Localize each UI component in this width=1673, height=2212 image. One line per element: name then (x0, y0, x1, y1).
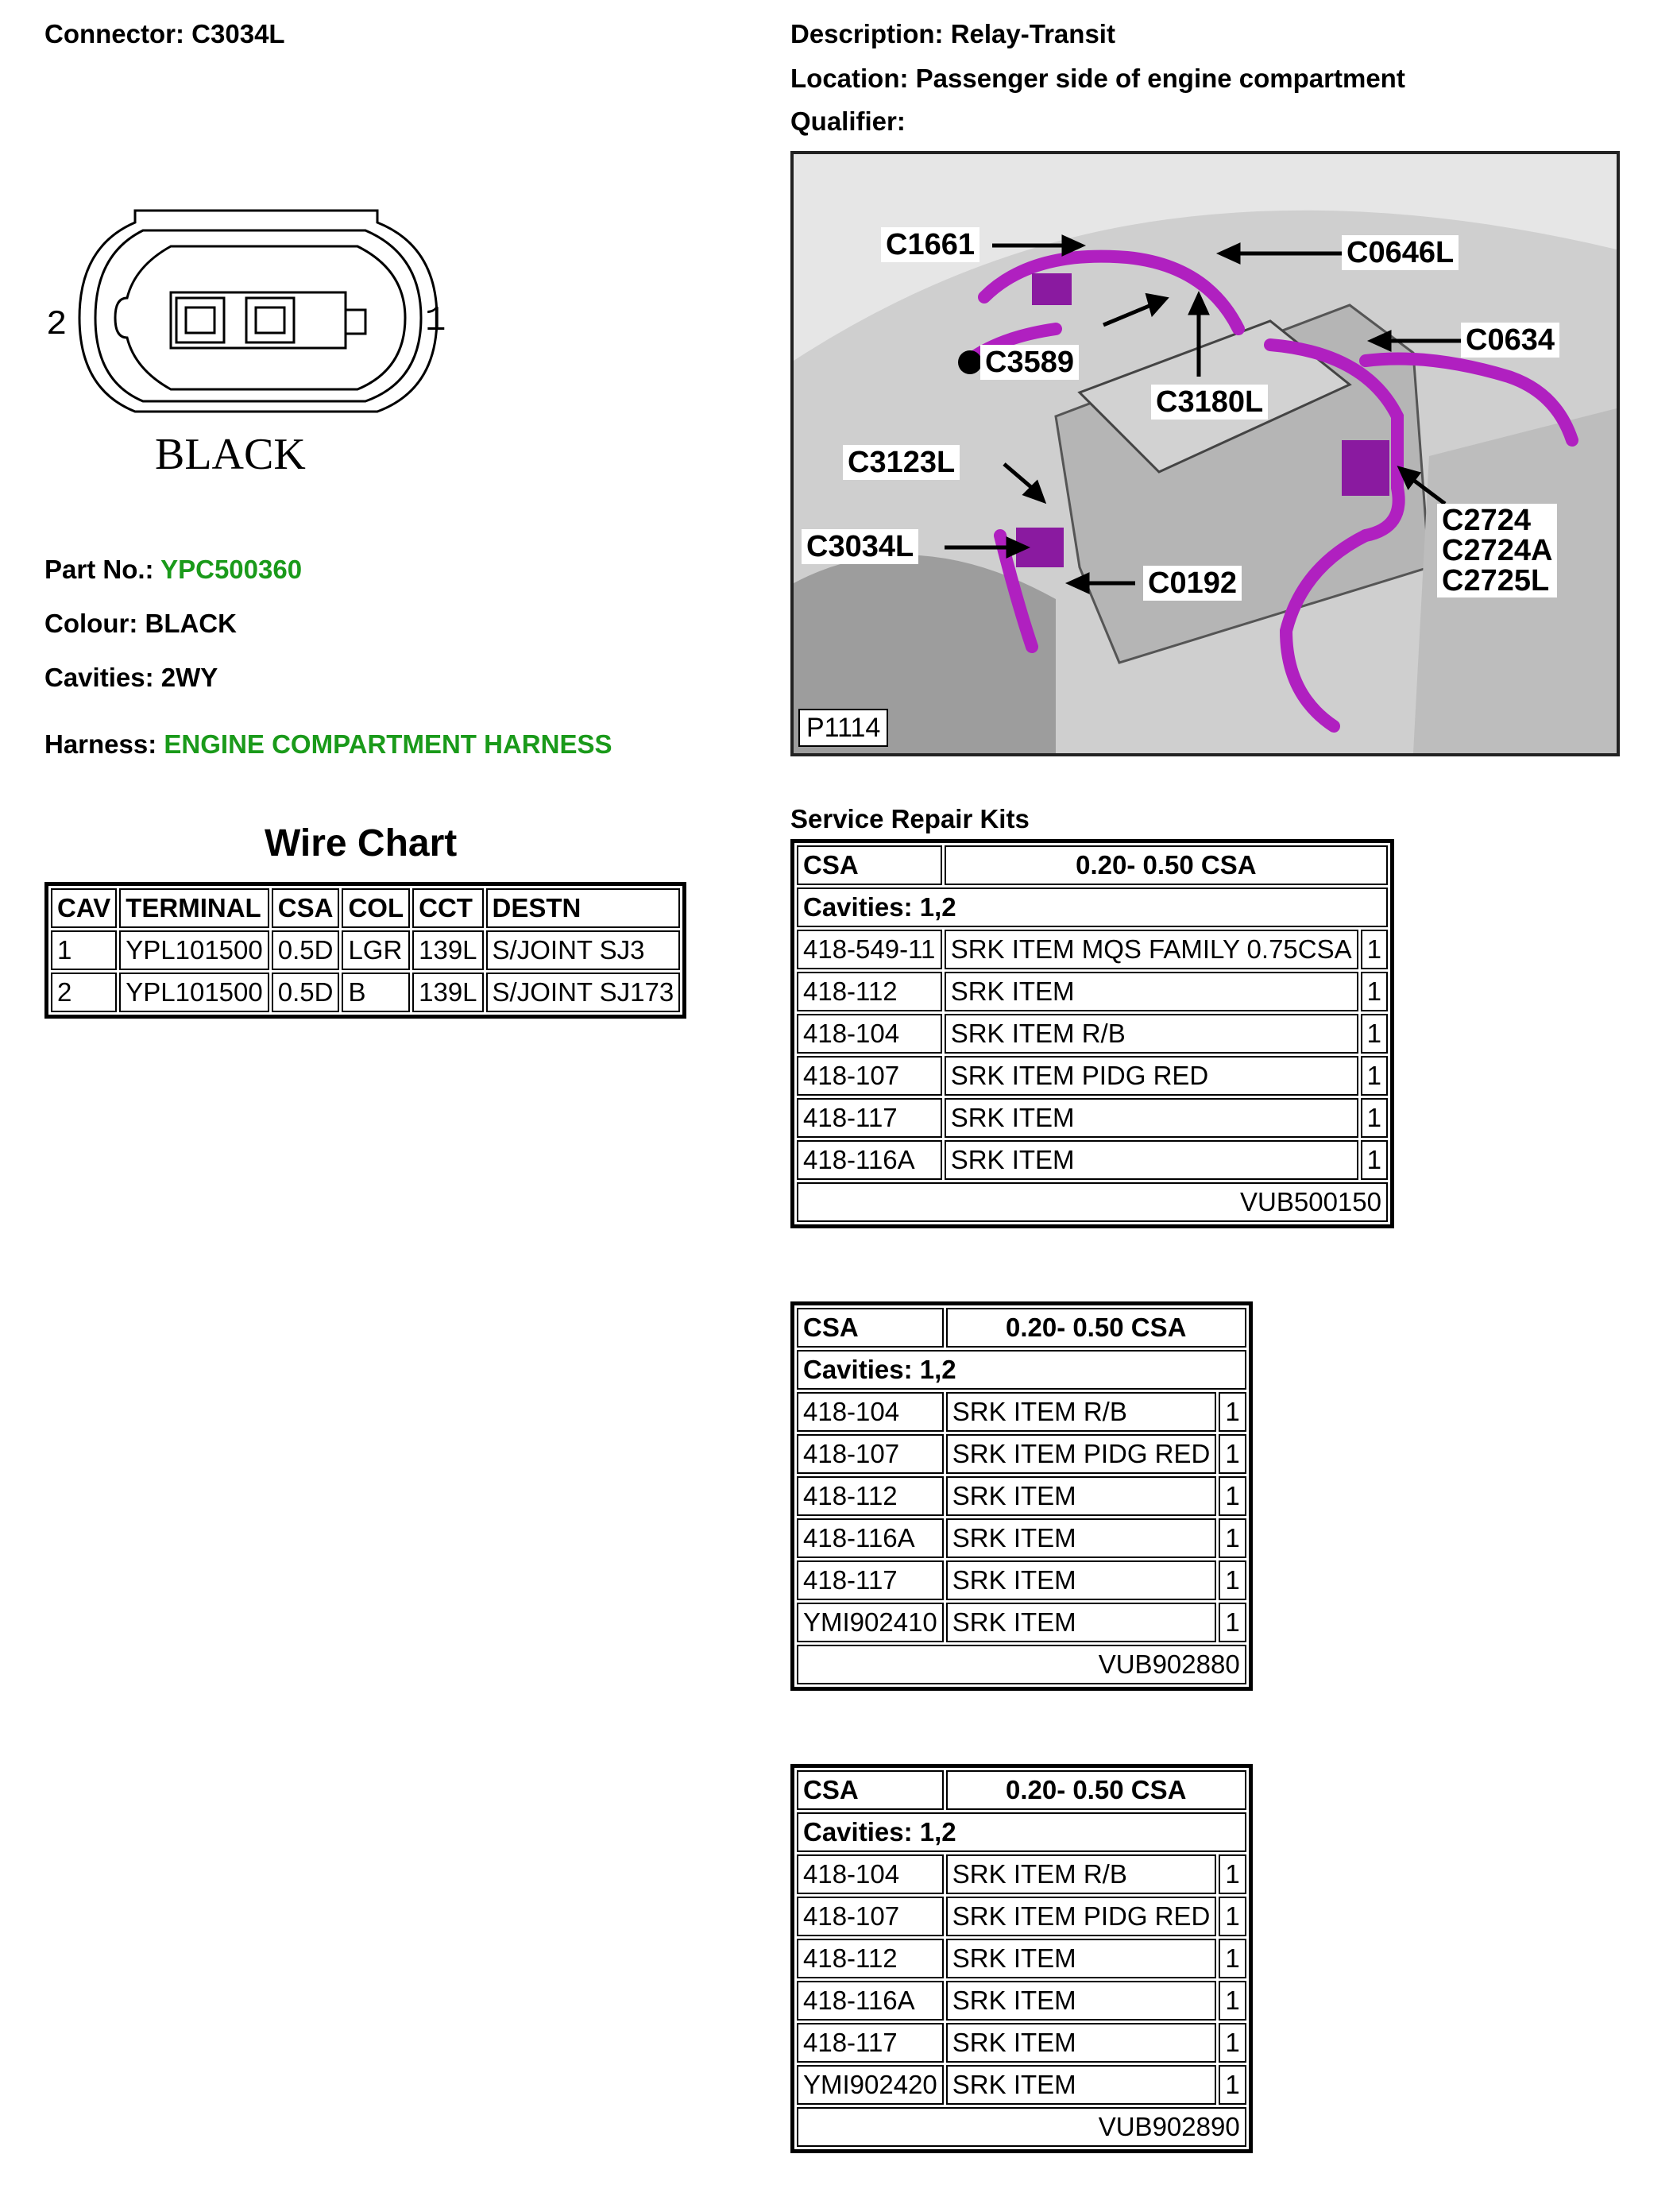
part-qty: 1 (1361, 930, 1388, 969)
table-header-row (51, 888, 680, 928)
csa-label: CSA (797, 845, 942, 885)
part-number: 418-116A (797, 1518, 944, 1558)
cell: B (342, 973, 410, 1012)
kit-number-row (797, 1182, 1388, 1222)
pin-2-label: 2 (46, 305, 68, 345)
connector-heading (44, 19, 285, 49)
part-number: 418-117 (797, 2023, 944, 2063)
colour-row (44, 609, 237, 639)
cell: 139L (412, 973, 483, 1012)
cell: 0.5D (272, 930, 340, 970)
header-terminal: TERMINAL (119, 888, 269, 928)
part-number: 418-107 (797, 1434, 944, 1474)
table-row (797, 1476, 1246, 1516)
kit-csa-row (797, 1308, 1246, 1348)
part-description: SRK ITEM (946, 1939, 1217, 1978)
callout-c0646l: C0646L (1342, 235, 1459, 270)
callout-c1661: C1661 (881, 227, 979, 262)
part-no-label: Part No.: (44, 555, 154, 584)
part-qty: 1 (1219, 1518, 1246, 1558)
part-qty: 1 (1219, 1434, 1246, 1474)
callout-c2725l: C2725L (1442, 564, 1550, 597)
part-number: YMI902420 (797, 2065, 944, 2105)
part-qty: 1 (1361, 972, 1388, 1011)
part-qty: 1 (1361, 1098, 1388, 1138)
part-qty: 1 (1361, 1014, 1388, 1054)
part-description: SRK ITEM PIDG RED (945, 1056, 1358, 1096)
header-cav: CAV (51, 888, 117, 928)
table-row (797, 2023, 1246, 2063)
wire-chart-table (44, 882, 686, 1019)
table-row (51, 930, 680, 970)
part-description: SRK ITEM R/B (946, 1854, 1217, 1894)
service-kit-table (790, 839, 1394, 1228)
csa-value: 0.20- 0.50 CSA (946, 1770, 1246, 1810)
cell: 1 (51, 930, 117, 970)
part-number: YMI902410 (797, 1603, 944, 1642)
table-row (797, 1939, 1246, 1978)
cell: 2 (51, 973, 117, 1012)
service-repair-kits-title: Service Repair Kits (790, 804, 1030, 833)
part-description: SRK ITEM R/B (945, 1014, 1358, 1054)
kit-number-row (797, 2107, 1246, 2147)
csa-value: 0.20- 0.50 CSA (946, 1308, 1246, 1348)
part-number: 418-107 (797, 1056, 942, 1096)
callout-c2724a: C2724A (1442, 534, 1553, 567)
part-number: 418-549-11 (797, 930, 942, 969)
photo-reference: P1114 (798, 709, 888, 747)
table-row (797, 1897, 1246, 1936)
csa-label: CSA (797, 1308, 944, 1348)
table-row (797, 1560, 1246, 1600)
part-number: 418-104 (797, 1014, 942, 1054)
csa-value: 0.20- 0.50 CSA (945, 845, 1388, 885)
part-qty: 1 (1219, 1560, 1246, 1600)
location-photo (790, 151, 1620, 756)
kit-cavities: Cavities: 1,2 (797, 1350, 1246, 1390)
part-number: 418-116A (797, 1140, 942, 1180)
kit-cavities-row (797, 888, 1388, 927)
cell: S/JOINT SJ173 (486, 973, 681, 1012)
kit-number: VUB902880 (797, 1645, 1246, 1684)
part-description: SRK ITEM (946, 1603, 1217, 1642)
callout-c3180l: C3180L (1151, 385, 1268, 420)
cell: YPL101500 (119, 973, 269, 1012)
connector-color-label: BLACK (155, 430, 306, 479)
table-row (797, 1981, 1246, 2021)
table-row (797, 1518, 1246, 1558)
part-description: SRK ITEM (946, 1476, 1217, 1516)
callout-c0634: C0634 (1461, 323, 1559, 358)
location-value: Passenger side of engine compartment (915, 64, 1405, 93)
header-cct: CCT (412, 888, 483, 928)
part-number: 418-104 (797, 1392, 944, 1432)
kit-number: VUB902890 (797, 2107, 1246, 2147)
table-row (797, 1854, 1246, 1894)
callout-c3123l: C3123L (843, 445, 960, 480)
description-heading (790, 19, 1115, 49)
part-number: 418-112 (797, 972, 942, 1011)
part-no-link[interactable]: YPC500360 (160, 555, 303, 584)
kit-cavities-row (797, 1350, 1246, 1390)
colour-value: BLACK (145, 609, 237, 638)
part-no-row (44, 555, 302, 585)
description-label: Description: (790, 19, 944, 48)
part-qty: 1 (1219, 1603, 1246, 1642)
description-value: Relay-Transit (950, 19, 1115, 48)
table-row (797, 1392, 1246, 1432)
part-number: 418-107 (797, 1897, 944, 1936)
part-number: 418-104 (797, 1854, 944, 1894)
cavities-label: Cavities: (44, 663, 154, 692)
location-label: Location: (790, 64, 909, 93)
kit-number-row (797, 1645, 1246, 1684)
part-qty: 1 (1361, 1140, 1388, 1180)
colour-label: Colour: (44, 609, 138, 638)
callout-c3034l: C3034L (802, 529, 918, 564)
part-number: 418-116A (797, 1981, 944, 2021)
part-description: SRK ITEM (946, 2023, 1217, 2063)
part-description: SRK ITEM PIDG RED (946, 1434, 1217, 1474)
callout-c2724-group (1437, 504, 1557, 597)
harness-row (44, 729, 612, 760)
cell: YPL101500 (119, 930, 269, 970)
part-description: SRK ITEM PIDG RED (946, 1897, 1217, 1936)
location-heading (790, 64, 1405, 94)
part-description: SRK ITEM MQS FAMILY 0.75CSA (945, 930, 1358, 969)
pin-1-label: 1 (425, 301, 446, 341)
connector-value: C3034L (191, 19, 285, 48)
cell: LGR (342, 930, 410, 970)
table-row (797, 2065, 1246, 2105)
part-qty: 1 (1219, 2065, 1246, 2105)
part-qty: 1 (1361, 1056, 1388, 1096)
header-destn: DESTN (486, 888, 681, 928)
part-qty: 1 (1219, 1476, 1246, 1516)
callout-c0192: C0192 (1143, 566, 1242, 601)
part-description: SRK ITEM (946, 1560, 1217, 1600)
cavities-value: 2WY (160, 663, 218, 692)
part-number: 418-117 (797, 1098, 942, 1138)
cell: S/JOINT SJ3 (486, 930, 681, 970)
part-description: SRK ITEM (945, 1140, 1358, 1180)
kit-cavities: Cavities: 1,2 (797, 1812, 1246, 1852)
part-qty: 1 (1219, 1392, 1246, 1432)
service-kit-table (790, 1301, 1253, 1691)
part-number: 418-117 (797, 1560, 944, 1600)
table-row (797, 972, 1388, 1011)
part-description: SRK ITEM (946, 2065, 1217, 2105)
header-csa: CSA (272, 888, 340, 928)
harness-label: Harness: (44, 729, 157, 759)
cell: 139L (412, 930, 483, 970)
part-number: 418-112 (797, 1939, 944, 1978)
part-description: SRK ITEM (945, 1098, 1358, 1138)
table-row (797, 1603, 1246, 1642)
table-row (797, 1014, 1388, 1054)
part-description: SRK ITEM (945, 972, 1358, 1011)
kit-cavities: Cavities: 1,2 (797, 888, 1388, 927)
wire-chart-title: Wire Chart (265, 822, 458, 864)
kit-csa-row (797, 1770, 1246, 1810)
cell: 0.5D (272, 973, 340, 1012)
kit-number: VUB500150 (797, 1182, 1388, 1222)
callout-c3589: C3589 (980, 345, 1079, 380)
table-row (797, 1434, 1246, 1474)
cavities-row (44, 663, 218, 693)
table-row (797, 930, 1388, 969)
table-row (797, 1098, 1388, 1138)
connector-face-diagram (40, 199, 461, 485)
table-row (797, 1140, 1388, 1180)
callout-c2724: C2724 (1442, 504, 1531, 537)
part-number: 418-112 (797, 1476, 944, 1516)
part-qty: 1 (1219, 2023, 1246, 2063)
part-qty: 1 (1219, 1981, 1246, 2021)
table-row (797, 1056, 1388, 1096)
qualifier-label: Qualifier: (790, 106, 906, 136)
header-col: COL (342, 888, 410, 928)
part-qty: 1 (1219, 1897, 1246, 1936)
part-description: SRK ITEM (946, 1518, 1217, 1558)
part-qty: 1 (1219, 1939, 1246, 1978)
kit-cavities-row (797, 1812, 1246, 1852)
service-kit-table (790, 1764, 1253, 2153)
csa-label: CSA (797, 1770, 944, 1810)
table-row (51, 973, 680, 1012)
kit-csa-row (797, 845, 1388, 885)
part-description: SRK ITEM (946, 1981, 1217, 2021)
connector-label: Connector: (44, 19, 184, 48)
harness-link[interactable]: ENGINE COMPARTMENT HARNESS (164, 729, 612, 759)
part-description: SRK ITEM R/B (946, 1392, 1217, 1432)
part-qty: 1 (1219, 1854, 1246, 1894)
